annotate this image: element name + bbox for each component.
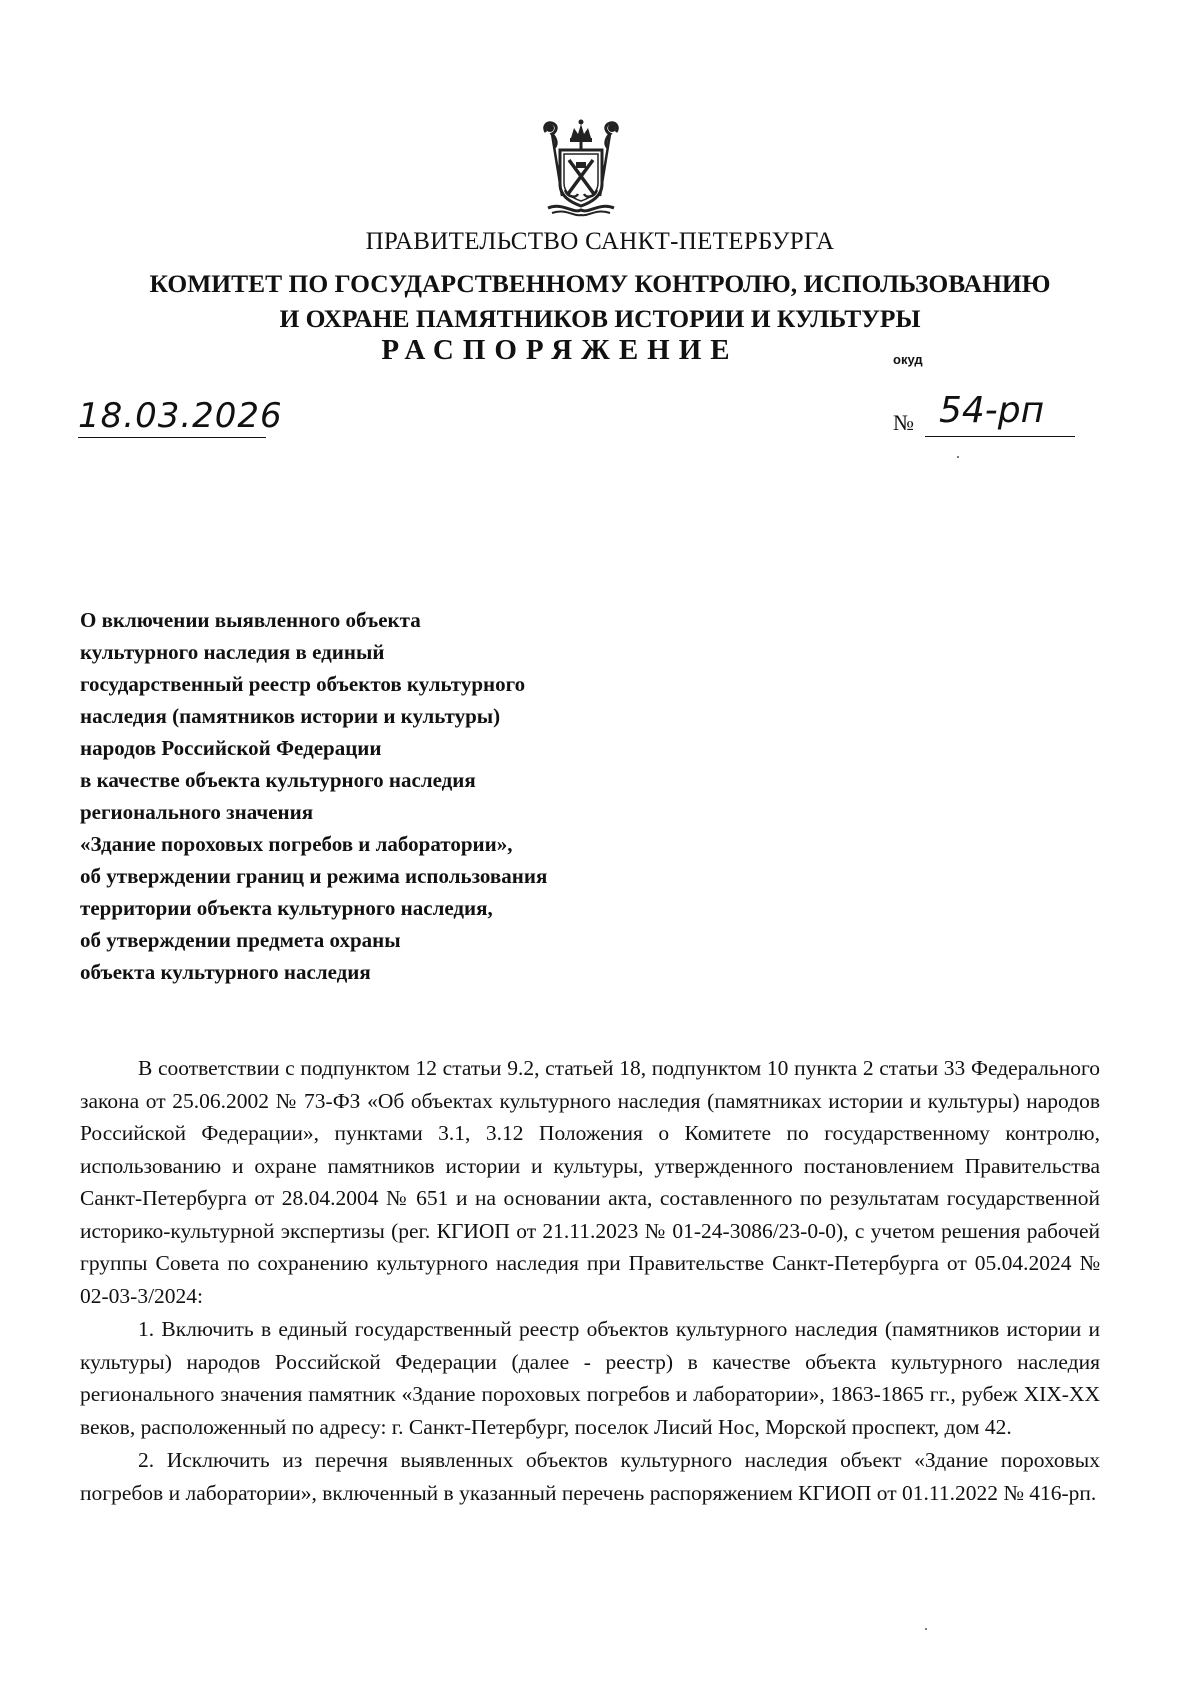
committee-name-line1: КОМИТЕТ ПО ГОСУДАРСТВЕННОМУ КОНТРОЛЮ, ИСПОЛЬЗОВАНИЮ: [149, 269, 1051, 298]
document-title: [80, 604, 720, 988]
number-label: №: [893, 410, 914, 435]
title-line: государственный реестр объектов культурного: [80, 672, 526, 696]
okud-label: окуд: [893, 352, 923, 367]
title-line: «Здание пороховых погребов и лаборатории»,: [80, 832, 513, 856]
title-line: об утверждении границ и режима использования: [80, 864, 548, 888]
body-preamble: В соответствии с подпунктом 12 статьи 9.2, статьей 18, подпунктом 10 пункта 2 статьи 33 Федерального закона от 25.06.2002 № 73-ФЗ «Об объектах культурного наследия (памятниках истории и культуры) народов Российской Федерации», пунктами 3.1, 3.12 Положения о Комитете по государственному контролю, использованию и охране памятников истории и культуры, утвержденного постановлением Правительства Санкт-Петербурга от 28.04.2004 № 651 и на основании акта, составленного по результатам государственной историко-культурной экспертизы (рег. КГИОП от 21.11.2023 № 01-24-3086/23-0-0), с учетом решения рабочей группы Совета по сохранению культурного наследия при Правительстве Санкт-Петербурга от 05.04.2024 № 02-03-3/2024:: [80, 1056, 1100, 1308]
body-item-1: 1. Включить в единый государственный реестр объектов культурного наследия (памятников истории и культуры) народов Российской Федерации (далее - реестр) в качестве объекта культурного наследия регионального значения памятник «Здание пороховых погребов и лаборатории», 1863-1865 гг., рубеж XIX-XX веков, расположенный по адресу: г. Санкт-Петербург, поселок Лисий Нос, Морской проспект, дом 42.: [80, 1317, 1100, 1439]
title-line: в качестве объекта культурного наследия: [80, 768, 476, 792]
title-line: народов Российской Федерации: [80, 736, 382, 760]
title-line: объекта культурного наследия: [80, 960, 371, 984]
document-body: [80, 1052, 1100, 1509]
document-number: 54-рп: [925, 386, 1075, 437]
government-name: ПРАВИТЕЛЬСТВО САНКТ-ПЕТЕРБУРГА: [365, 228, 835, 255]
scan-speck: [925, 1628, 927, 1630]
coat-of-arms-icon: [538, 118, 624, 218]
committee-name: [0, 266, 1200, 336]
title-line: О включении выявленного объекта: [80, 608, 421, 632]
title-line: об утверждении предмета охраны: [80, 928, 401, 952]
title-line: культурного наследия в единый: [80, 640, 385, 664]
body-item-2: 2. Исключить из перечня выявленных объектов культурного наследия объект «Здание пороховых погребов и лаборатории», включенный в указанный перечень распоряжением КГИОП от 01.11.2022 № 416-рп.: [80, 1448, 1100, 1505]
title-line: территории объекта культурного наследия,: [80, 896, 493, 920]
document-type-heading: РАСПОРЯЖЕНИЕ: [381, 334, 739, 366]
committee-name-line2: И ОХРАНЕ ПАМЯТНИКОВ ИСТОРИИ И КУЛЬТУРЫ: [279, 304, 921, 333]
document-date: 18.03.2026: [78, 396, 283, 436]
coat-of-arms-graphic: [538, 118, 624, 218]
title-line: регионального значения: [80, 800, 314, 824]
title-line: наследия (памятников истории и культуры): [80, 704, 501, 728]
scan-speck: [957, 456, 959, 458]
